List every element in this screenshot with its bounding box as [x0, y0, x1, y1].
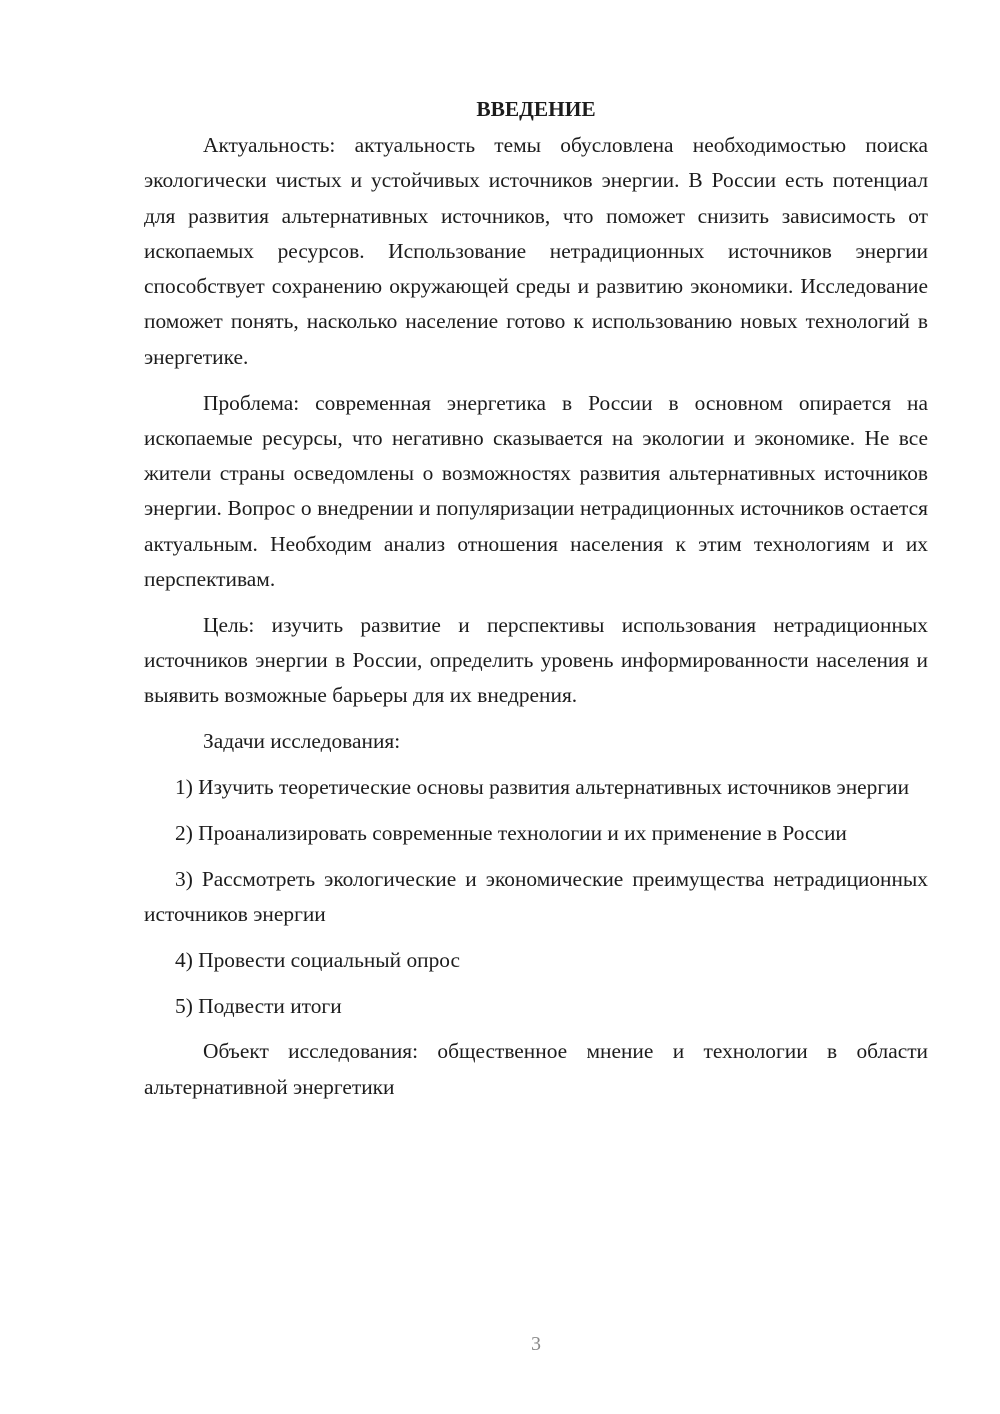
tasks-heading: Задачи исследования: — [203, 729, 401, 754]
page-number: 3 — [531, 1333, 541, 1355]
research-object-paragraph: Объект исследования: общественное мнение и технологии в области альтернативной энергетики — [144, 1039, 928, 1099]
task-item: 1) Изучить теоретические основы развития альтернативных источников энергии — [175, 775, 910, 800]
document-page — [144, 92, 928, 1115]
task-item: 4) Провести социальный опрос — [175, 947, 461, 972]
task-item: 2) Проанализировать современные технологии и их применение в России — [175, 820, 847, 845]
section-title: ВВЕДЕНИЕ — [476, 97, 596, 121]
relevance-paragraph: Актуальность: актуальность темы обусловлена необходимостью поиска экологически чистых и устойчивых источников энергии. В России есть потенциал для развития альтернативных источников, что поможет снизить зависимость от ископаемых ресурсов. Использование нетрадиционных источников энергии способствует сохранению окружающей среды и развитию экономики. Исследование поможет понять, насколько население готово к использованию новых технологий в энергетике. — [144, 133, 928, 369]
goal-paragraph: Цель: изучить развитие и перспективы использования нетрадиционных источников энергии в России, определить уровень информированности населения и выявить возможные барьеры для их внедрения. — [144, 612, 928, 708]
problem-paragraph: Проблема: современная энергетика в России в основном опирается на ископаемые ресурсы, что негативно сказывается на экологии и экономике. Не все жители страны осведомлены о возможностях развития альтернативных источников энергии. Вопрос о внедрении и популяризации нетрадиционных источников остается актуальным. Необходим анализ отношения населения к этим технологиям и их перспективам. — [144, 390, 928, 592]
task-item: 5) Подвести итоги — [175, 993, 342, 1018]
task-item: 3) Рассмотреть экологические и экономические преимущества нетрадиционных источников энергии — [144, 866, 928, 926]
